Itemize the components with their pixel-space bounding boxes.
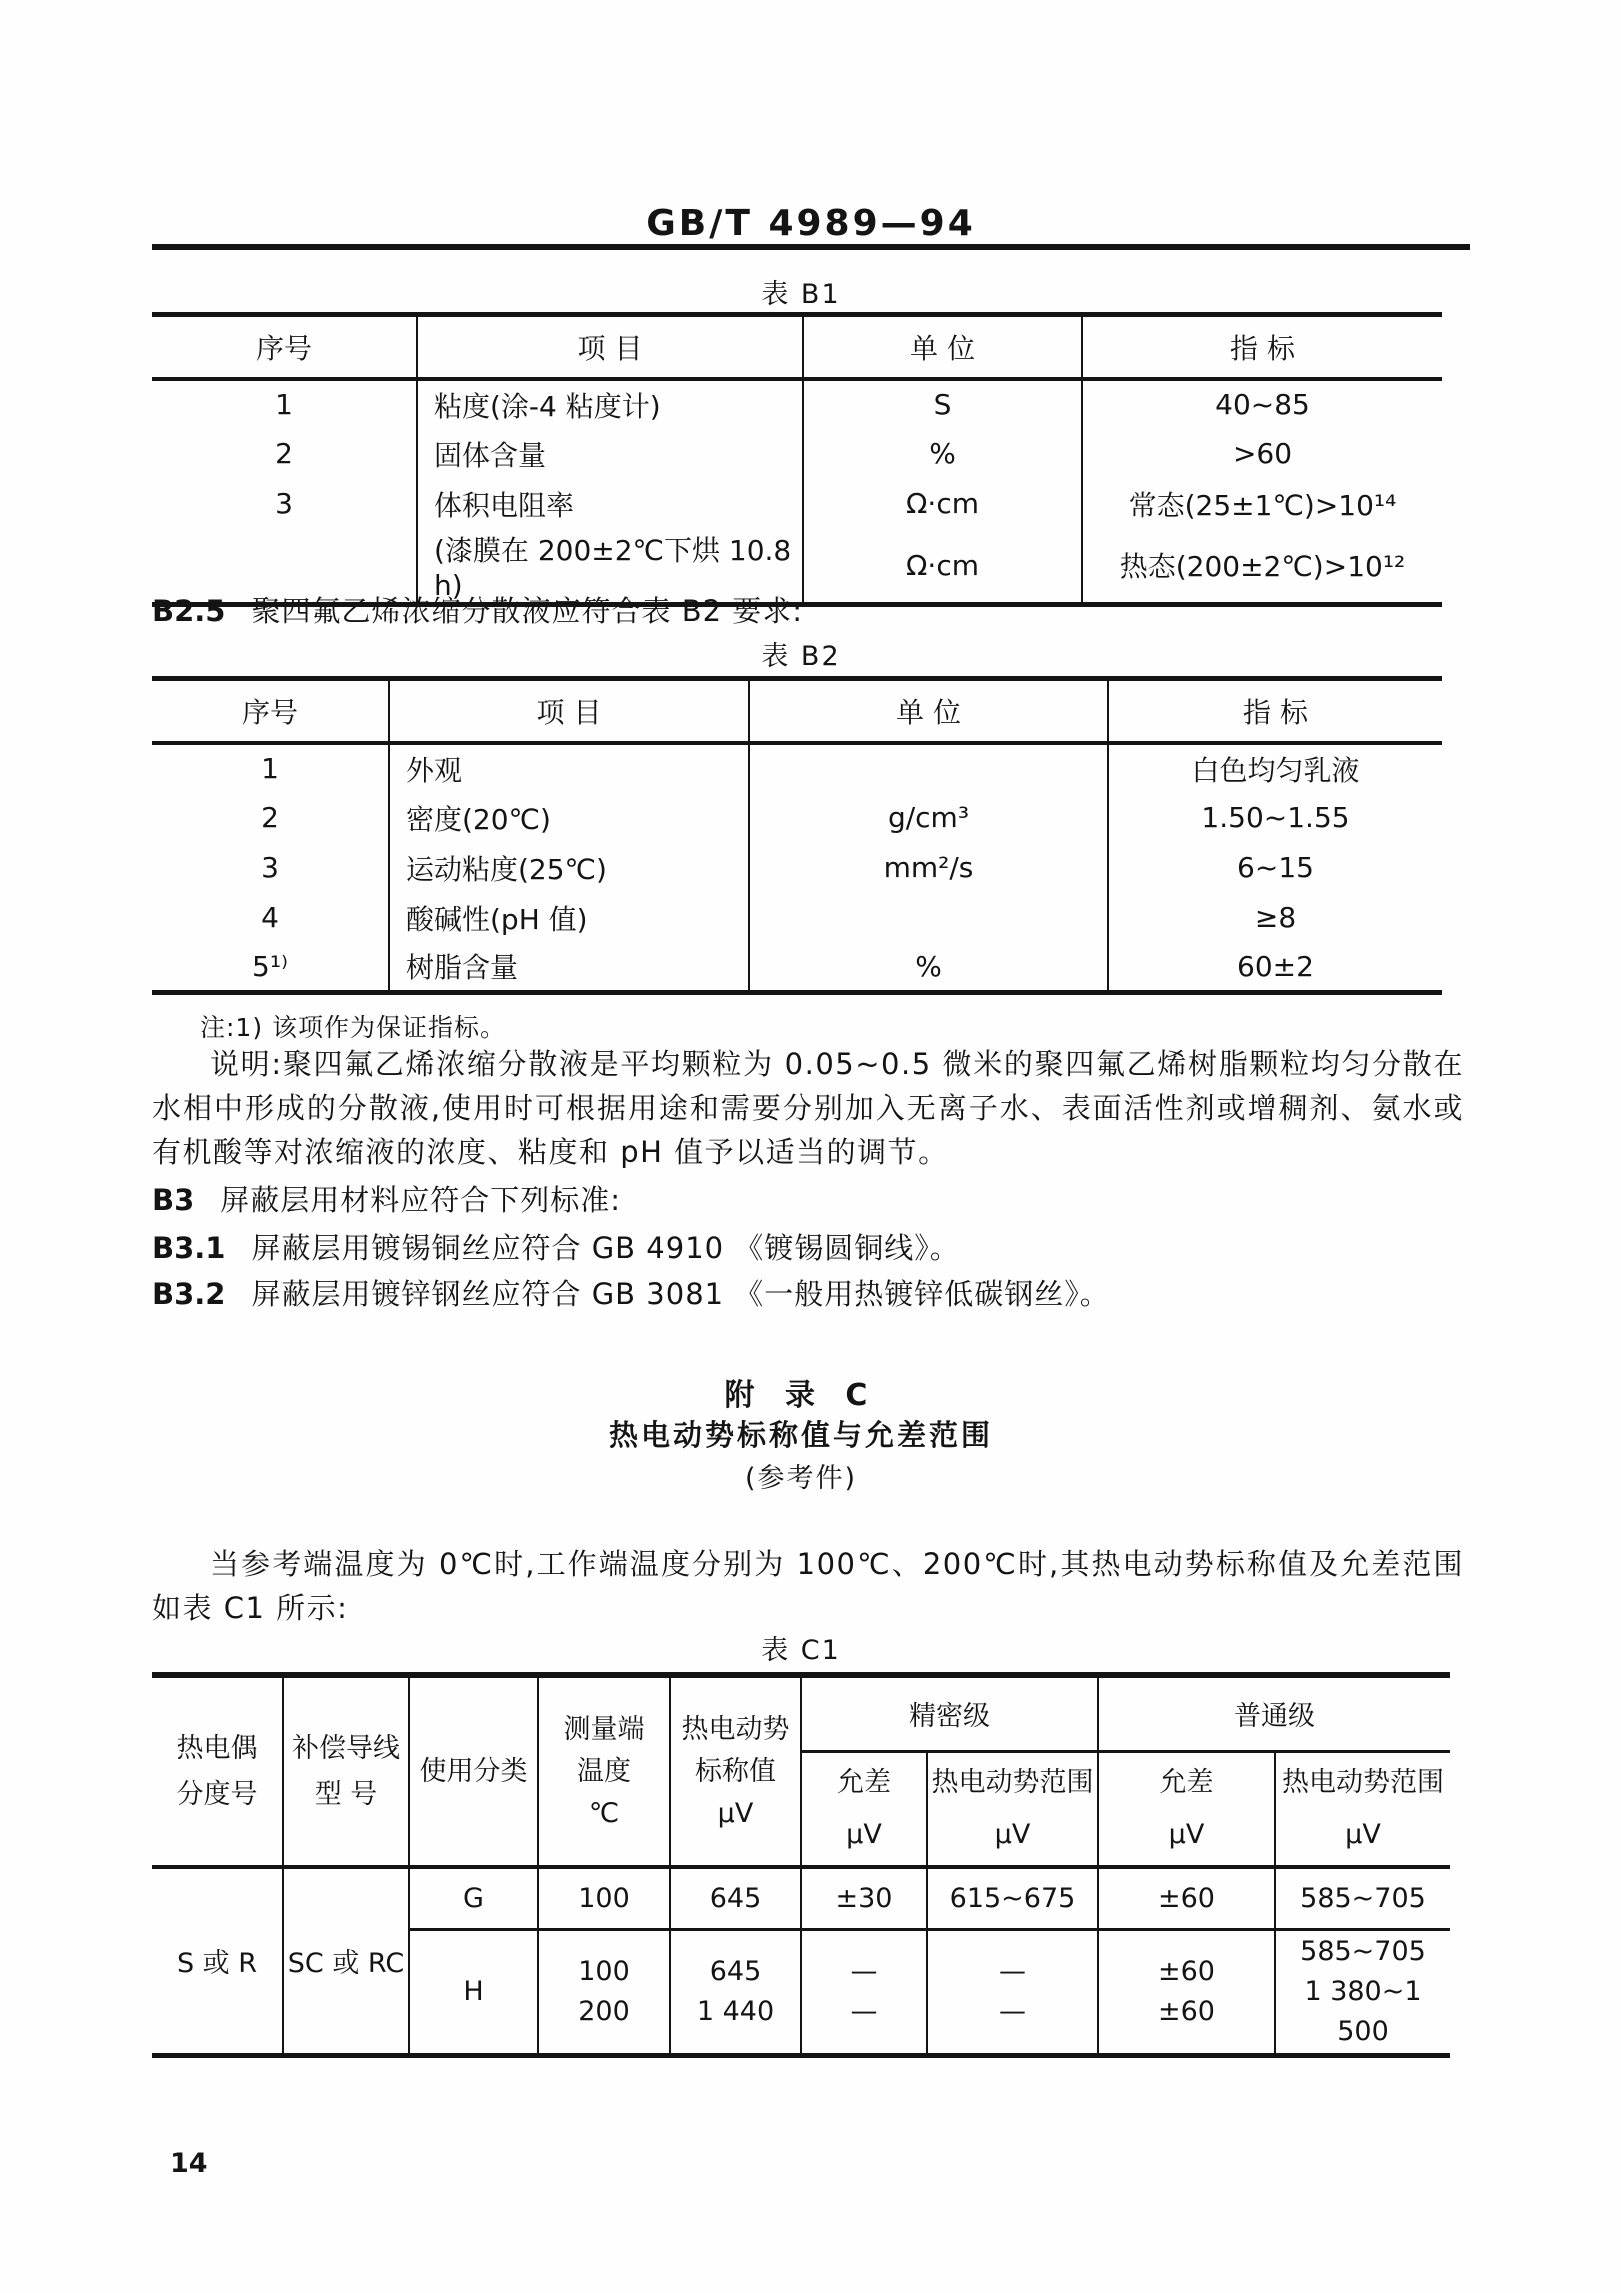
table-cell: 固体含量 xyxy=(417,429,803,479)
table-header-row xyxy=(152,1675,1450,1751)
table-cell: 6~15 xyxy=(1108,843,1442,893)
table-cell xyxy=(749,893,1108,943)
table-cell: 60±2 xyxy=(1108,943,1442,993)
table-cell: 运动粘度(25℃) xyxy=(389,843,749,893)
table-cell: G xyxy=(409,1867,538,1929)
column-header: 热电动势范围 μV xyxy=(1275,1751,1450,1867)
column-group-header: 普通级 xyxy=(1098,1675,1450,1751)
table-cell: 585~705 xyxy=(1275,1867,1450,1929)
section-b3-2 xyxy=(152,1272,1110,1313)
column-header: 允差 μV xyxy=(801,1751,927,1867)
table-row xyxy=(152,893,1442,943)
table-cell: 1.50~1.55 xyxy=(1108,793,1442,843)
appendix-c-paragraph: 当参考端温度为 0℃时,工作端温度分别为 100℃、200℃时,其热电动势标称值及允差范围如表 C1 所示: xyxy=(152,1547,1464,1625)
appendix-c-reference-note: (参考件) xyxy=(744,1463,858,1494)
section-label: B3.1 xyxy=(152,1231,226,1265)
section-b3 xyxy=(152,1178,621,1219)
column-group-header: 精密级 xyxy=(801,1675,1098,1751)
table-cell: — — xyxy=(927,1929,1098,2055)
table-row xyxy=(152,379,1442,429)
table-b2-note: 注:1) 该项作为保证指标。 xyxy=(200,1013,507,1042)
table-cell: 白色均匀乳液 xyxy=(1108,743,1442,793)
table-row xyxy=(152,679,1442,743)
column-header: 热电动势范围 μV xyxy=(927,1751,1098,1867)
table-c1-caption: 表 C1 xyxy=(761,1635,841,1666)
table-cell: 4 xyxy=(261,901,279,934)
table-cell: 体积电阻率 xyxy=(417,479,803,529)
table-cell: SC 或 RC xyxy=(283,1867,409,2055)
table-cell: 2 xyxy=(261,801,279,834)
section-b2-5 xyxy=(152,589,803,630)
table-cell: 100 xyxy=(538,1867,670,1929)
table-cell: 1 xyxy=(275,388,293,421)
table-cell: 5¹⁾ xyxy=(252,949,288,983)
table-cell: >60 xyxy=(1082,429,1442,479)
column-header: 指 标 xyxy=(1082,315,1442,379)
table-cell: 1 xyxy=(261,752,279,785)
table-cell: ±60 xyxy=(1098,1867,1275,1929)
table-cell: H xyxy=(409,1929,538,2055)
table-cell: 3 xyxy=(261,851,279,884)
table-cell: (漆膜在 200±2℃下烘 10.8 h) xyxy=(417,529,803,605)
table-cell: Ω·cm xyxy=(803,529,1082,605)
section-text: 屏蔽层用镀锌钢丝应符合 GB 3081 《一般用热镀锌低碳钢丝》。 xyxy=(251,1277,1110,1311)
table-b2-caption: 表 B2 xyxy=(761,641,841,672)
section-b3-1 xyxy=(152,1226,960,1267)
table-cell: 粘度(涂-4 粘度计) xyxy=(417,379,803,429)
table-row xyxy=(152,479,1442,529)
table-row xyxy=(152,1867,1450,1929)
column-header: 项 目 xyxy=(417,315,803,379)
table-row xyxy=(152,743,1442,793)
table-cell: ≥8 xyxy=(1108,893,1442,943)
section-label: B3.2 xyxy=(152,1277,226,1311)
table-b1 xyxy=(152,312,1442,607)
table-cell: 热态(200±2℃)>10¹² xyxy=(1082,529,1442,605)
table-cell: 常态(25±1℃)>10¹⁴ xyxy=(1082,479,1442,529)
table-cell: 2 xyxy=(275,437,293,470)
table-cell: 酸碱性(pH 值) xyxy=(389,893,749,943)
table-cell: 100 200 xyxy=(538,1929,670,2055)
section-text: 屏蔽层用材料应符合下列标准: xyxy=(220,1183,622,1217)
table-b2 xyxy=(152,676,1442,995)
table-b1-caption: 表 B1 xyxy=(761,279,841,310)
table-cell: 密度(20℃) xyxy=(389,793,749,843)
column-header: 热电偶 分度号 xyxy=(152,1675,283,1867)
page-number: 14 xyxy=(170,2148,208,2179)
table-cell: % xyxy=(803,429,1082,479)
table-cell: mm²/s xyxy=(749,843,1108,893)
table-cell: ±30 xyxy=(801,1867,927,1929)
section-label: B2.5 xyxy=(152,594,226,628)
header-rule xyxy=(152,244,1470,250)
table-c1 xyxy=(152,1672,1450,2058)
column-header: 指 标 xyxy=(1108,679,1442,743)
table-cell: 外观 xyxy=(389,743,749,793)
table-cell: 3 xyxy=(275,487,293,520)
appendix-c-subtitle: 热电动势标称值与允差范围 xyxy=(608,1418,993,1452)
table-cell: 585~705 1 380~1 500 xyxy=(1275,1929,1450,2055)
column-header: 使用分类 xyxy=(409,1675,538,1867)
table-row xyxy=(152,793,1442,843)
table-cell: g/cm³ xyxy=(749,793,1108,843)
section-text: 屏蔽层用镀锡铜丝应符合 GB 4910 《镀锡圆铜线》。 xyxy=(251,1231,960,1265)
table-cell: 645 1 440 xyxy=(670,1929,801,2055)
column-header: 单 位 xyxy=(749,679,1108,743)
table-cell: 树脂含量 xyxy=(389,943,749,993)
column-header: 单 位 xyxy=(803,315,1082,379)
appendix-c-title: 附 录 C xyxy=(724,1378,878,1413)
column-header: 序号 xyxy=(152,679,389,743)
table-row xyxy=(152,429,1442,479)
column-header: 测量端 温度 ℃ xyxy=(538,1675,670,1867)
table-cell: 615~675 xyxy=(927,1867,1098,1929)
section-text: 聚四氟乙烯浓缩分散液应符合表 B2 要求: xyxy=(251,594,804,628)
column-header: 热电动势 标称值 μV xyxy=(670,1675,801,1867)
table-row xyxy=(152,315,1442,379)
table-cell: 40~85 xyxy=(1082,379,1442,429)
table-cell: — — xyxy=(801,1929,927,2055)
standard-code: GB/T 4989—94 xyxy=(646,203,976,244)
table-cell: % xyxy=(749,943,1108,993)
section-label: B3 xyxy=(152,1183,195,1217)
table-cell: Ω·cm xyxy=(803,479,1082,529)
column-header: 补偿导线 型 号 xyxy=(283,1675,409,1867)
explanation-paragraph: 说明:聚四氟乙烯浓缩分散液是平均颗粒为 0.05~0.5 微米的聚四氟乙烯树脂颗粒均匀分散在水相中形成的分散液,使用时可根据用途和需要分别加入无离子水、表面活性剂或增稠剂、氨水或有机酸等对浓缩液的浓度、粘度和 pH 值予以适当的调节。 xyxy=(152,1047,1464,1169)
table-cell: S 或 R xyxy=(176,1948,258,1980)
column-header: 允差 μV xyxy=(1098,1751,1275,1867)
table-cell: 645 xyxy=(670,1867,801,1929)
table-cell: S xyxy=(803,379,1082,429)
table-row xyxy=(152,943,1442,993)
table-cell xyxy=(749,743,1108,793)
column-header: 序号 xyxy=(152,315,417,379)
table-row xyxy=(152,843,1442,893)
column-header: 项 目 xyxy=(389,679,749,743)
table-cell: ±60 ±60 xyxy=(1098,1929,1275,2055)
